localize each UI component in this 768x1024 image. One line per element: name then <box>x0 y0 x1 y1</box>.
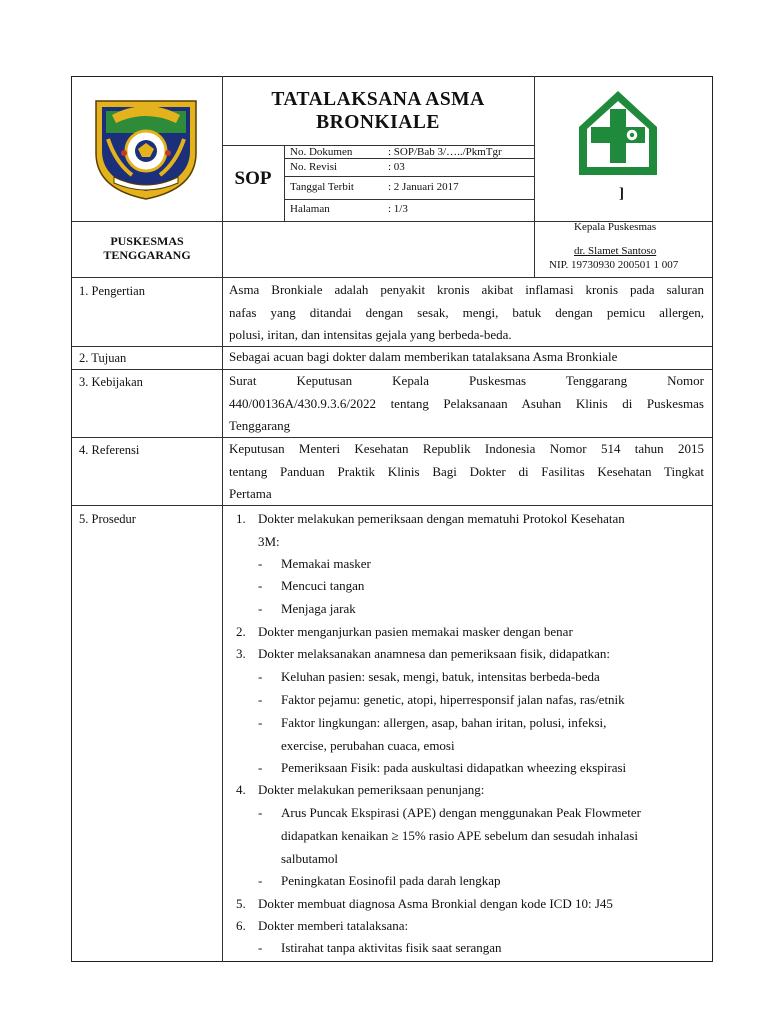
section-divider <box>72 277 712 278</box>
document-title <box>222 88 534 134</box>
label-pengertian: 1. Pengertian <box>79 284 145 298</box>
label-prosedur: 5. Prosedur <box>79 512 136 526</box>
proc-step: Dokter membuat diagnosa Asma Bronkial dengan kode ICD 10: J45 <box>258 896 613 911</box>
proc-marker: - <box>258 760 263 775</box>
pengertian-line: Asma Bronkiale adalah penyakit kronis akibat inflamasi kronis pada saluran <box>229 282 704 297</box>
meta-value-dokumen: : SOP/Bab 3/…../PkmTgr <box>388 146 502 158</box>
proc-subitem: Keluhan pasien: sesak, mengi, batuk, intensitas berbeda-beda <box>281 669 600 684</box>
proc-step: Dokter melaksanakan anamnesa dan pemeriksaan fisik, didapatkan: <box>258 646 610 661</box>
body-pengertian <box>229 279 704 347</box>
right-mark: ] <box>619 186 624 202</box>
tujuan-line: Sebagai acuan bagi dokter dalam memberikan tatalaksana Asma Bronkiale <box>229 349 618 364</box>
body-referensi <box>229 438 704 506</box>
meta-label-revisi: No. Revisi <box>290 161 338 173</box>
proc-subitem: salbutamol <box>281 851 339 866</box>
proc-subitem: Memakai masker <box>281 556 371 571</box>
proc-marker: 6. <box>236 918 246 933</box>
label-kebijakan: 3. Kebijakan <box>79 375 143 389</box>
title-line-2: BRONKIALE <box>316 112 440 133</box>
pengertian-line: polusi, iritan, dan intensitas gejala yang berbeda-beda. <box>229 327 512 342</box>
sop-label: SOP <box>234 168 272 189</box>
kebijakan-line: Surat Keputusan Kepala Puskesmas Tenggarang Nomor <box>229 373 704 388</box>
kepala-title: Kepala Puskesmas <box>574 221 657 233</box>
proc-subitem: Istirahat tanpa aktivitas fisik saat serangan <box>281 940 502 955</box>
meta-label-halaman: Halaman <box>290 203 330 215</box>
meta-value-halaman: : 1/3 <box>388 203 408 215</box>
proc-marker: - <box>258 805 263 820</box>
org-line-1: PUSKESMAS <box>110 234 184 248</box>
column-divider <box>222 76 223 962</box>
bondowoso-crest-logo <box>92 93 200 203</box>
proc-subitem: Pemeriksaan Fisik: pada auskultasi didapatkan wheezing ekspirasi <box>281 760 627 775</box>
proc-step: Dokter memberi tatalaksana: <box>258 918 409 933</box>
sop-divider <box>284 145 285 221</box>
proc-marker: 5. <box>236 896 246 911</box>
title-line-1: TATALAKSANA ASMA <box>271 89 485 110</box>
proc-subitem: Arus Puncak Ekspirasi (APE) dengan menggunakan Peak Flowmeter <box>281 805 641 820</box>
proc-step: Dokter melakukan pemeriksaan penunjang: <box>258 782 485 797</box>
referensi-line: Pertama <box>229 486 272 501</box>
proc-step: 3M: <box>258 534 280 549</box>
kebijakan-line: 440/00136A/430.9.3.6/2022 tentang Pelaksanaan Asuhan Klinis di Puskesmas <box>229 395 704 411</box>
meta-value-revisi: : 03 <box>388 161 405 173</box>
proc-marker: - <box>258 715 263 730</box>
proc-marker: - <box>258 692 263 707</box>
proc-marker: - <box>258 578 263 593</box>
proc-subitem: Faktor lingkungan: allergen, asap, bahan iritan, polusi, infeksi, <box>281 715 607 730</box>
puskesmas-logo <box>575 87 661 179</box>
proc-subitem: Peningkatan Eosinofil pada darah lengkap <box>281 873 501 888</box>
proc-subitem: didapatkan kenaikan ≥ 15% rasio APE sebelum dan sesudah inhalasi <box>281 828 638 843</box>
header-right-divider <box>534 76 535 277</box>
proc-marker: 3. <box>236 646 246 661</box>
proc-marker: - <box>258 556 263 571</box>
meta-label-dokumen: No. Dokumen <box>290 146 353 158</box>
body-kebijakan <box>229 370 704 438</box>
label-tujuan: 2. Tujuan <box>79 351 127 365</box>
kebijakan-line: Tenggarang <box>229 418 291 433</box>
meta-label-tanggal: Tanggal Terbit <box>290 181 354 193</box>
proc-marker: 1. <box>236 511 246 526</box>
proc-subitem: Menjaga jarak <box>281 601 356 616</box>
meta-row-divider <box>284 176 534 177</box>
proc-subitem: Mencuci tangan <box>281 578 365 593</box>
meta-value-tanggal: : 2 Januari 2017 <box>388 181 459 193</box>
body-tujuan <box>229 346 704 369</box>
kepala-nip: NIP. 19730930 200501 1 007 <box>549 259 679 271</box>
proc-marker: - <box>258 940 263 955</box>
org-line-2: TENGGARANG <box>103 248 191 262</box>
referensi-line: Keputusan Menteri Kesehatan Republik Indonesia Nomor 514 tahun 2015 <box>229 441 704 456</box>
puskesmas-name <box>72 234 222 262</box>
label-referensi: 4. Referensi <box>79 443 140 457</box>
referensi-line: tentang Panduan Praktik Klinis Bagi Dokter di Fasilitas Kesehatan Tingkat <box>229 463 704 479</box>
proc-step: Dokter menganjurkan pasien memakai masker dengan benar <box>258 624 573 639</box>
proc-subitem: exercise, perubahan cuaca, emosi <box>281 738 455 753</box>
proc-marker: - <box>258 873 263 888</box>
proc-marker: 2. <box>236 624 246 639</box>
proc-step: Dokter melakukan pemeriksaan dengan mematuhi Protokol Kesehatan <box>258 511 625 526</box>
proc-marker: - <box>258 601 263 616</box>
proc-subitem: Faktor pejamu: genetic, atopi, hiperresponsif jalan nafas, ras/etnik <box>281 692 625 707</box>
kepala-name: dr. Slamet Santoso <box>574 245 657 257</box>
pengertian-line: nafas yang ditandai dengan sesak, mengi, batuk dengan pemicu allergen, <box>229 304 704 320</box>
meta-row-divider <box>284 199 534 200</box>
proc-marker: 4. <box>236 782 246 797</box>
proc-marker: - <box>258 669 263 684</box>
